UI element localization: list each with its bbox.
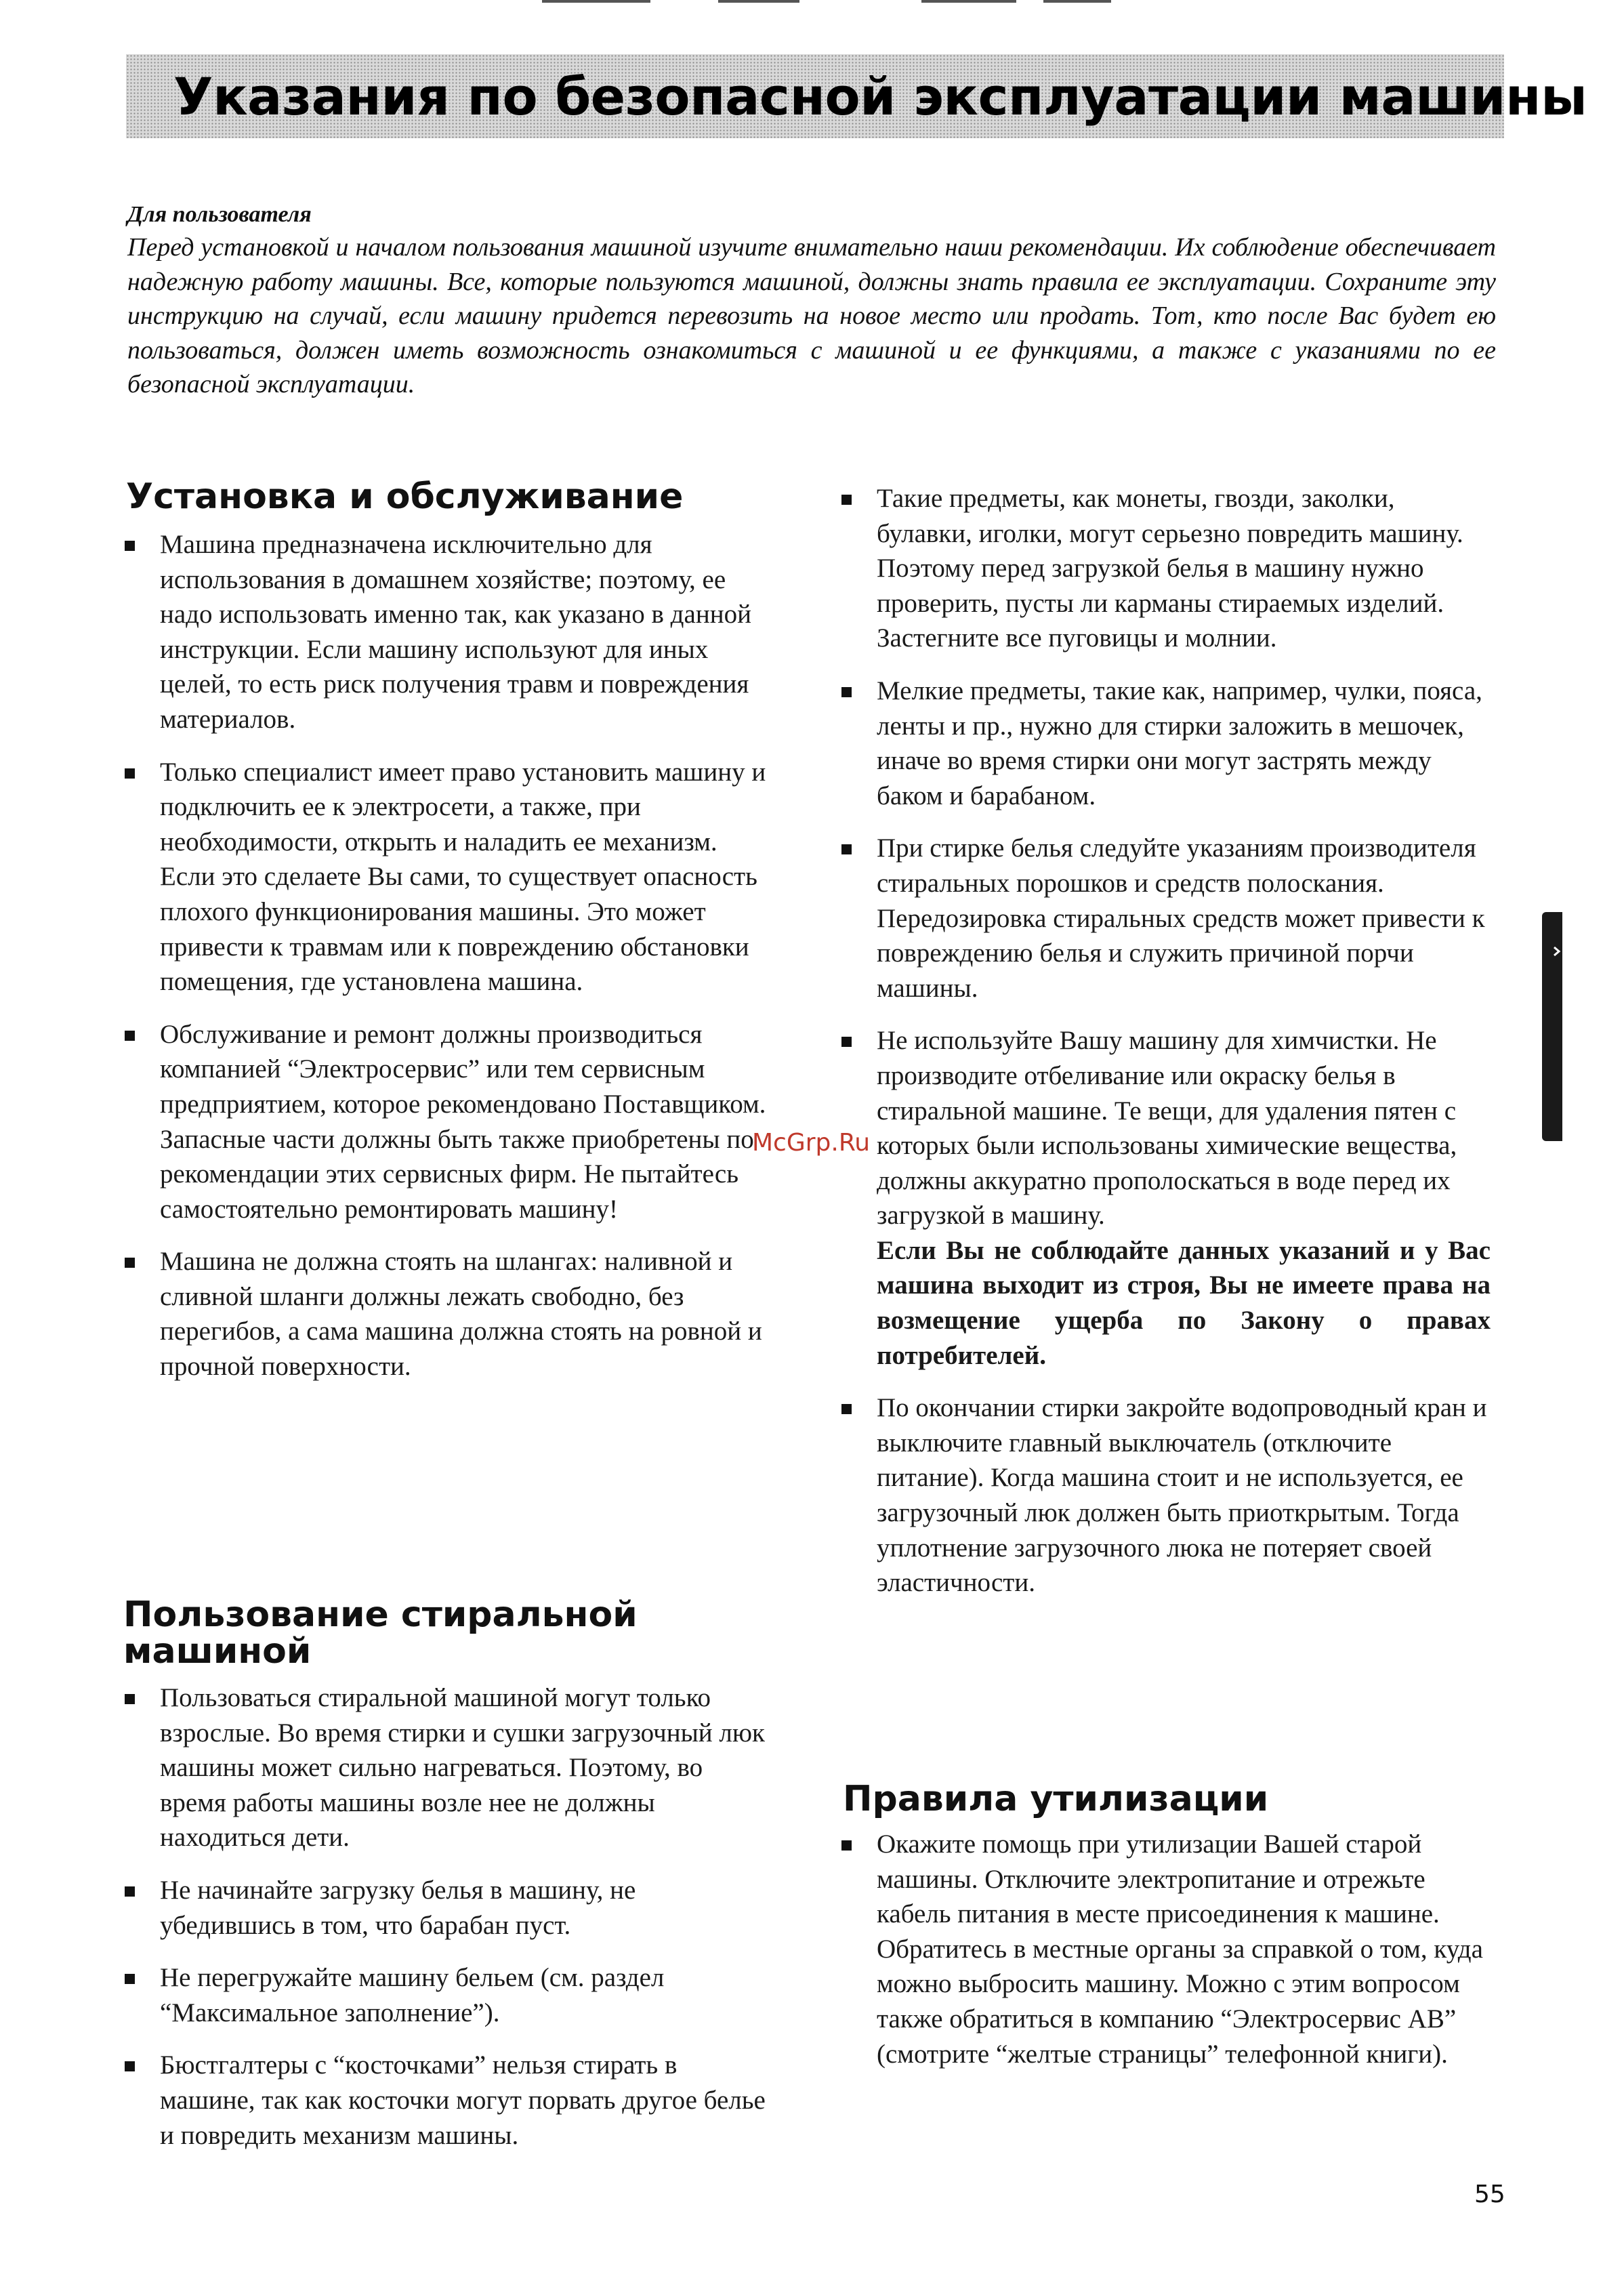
bullet-square-icon bbox=[841, 495, 852, 505]
list-item: Такие предметы, как монеты, гвозди, заколки, булавки, иголки, могут серьезно повредить машину. Поэтому перед загрузкой белья в машину нужно проверить, пусты ли карманы стираемых изделий. Застегните все пуговицы и молнии. bbox=[840, 481, 1491, 656]
bullet-square-icon bbox=[125, 1694, 135, 1704]
list-item: Окажите помощь при утилизации Вашей старой машины. Отключите электропитание и отрежьте кабель питания в месте присоединения к машине. Обратитесь в местные органы за справкой о том, куда можно выбросить машину. Можно с этим вопросом также обратиться в компанию “Электросервис АВ” (смотрите “желтые страницы” телефонной книги). bbox=[840, 1827, 1491, 2071]
usage-list-continued bbox=[840, 481, 1491, 1618]
bullet-square-icon bbox=[125, 1974, 135, 1984]
bullet-square-icon bbox=[125, 1886, 135, 1897]
list-item: Только специалист имеет право установить машину и подключить ее к электросети, а также, при необходимости, открыть и наладить ее механизм. Если это сделаете Вы сами, то существует опасность плохого функционирования машины. Это может привести к травмам или к повреждению обстановки помещения, где установлена машина. bbox=[123, 755, 774, 999]
list-item: По окончании стирки закройте водопроводный кран и выключите главный выключатель (отключите питание). Когда машина стоит и не используется, ее загрузочный люк должен быть приоткрытым. Тогда уплотнение загрузочного люка не потеряет своей эластичности. bbox=[840, 1390, 1491, 1600]
list-item: Не начинайте загрузку белья в машину, не убедившись в том, что барабан пуст. bbox=[123, 1873, 774, 1943]
list-item: При стирке белья следуйте указаниям производителя стиральных порошков и средств полоскания. Передозировка стиральных средств может привести к повреждению белья и служить причиной порчи машины. bbox=[840, 831, 1491, 1006]
bullet-square-icon bbox=[841, 1404, 852, 1414]
disposal-list bbox=[840, 1827, 1491, 2089]
bullet-square-icon bbox=[125, 541, 135, 551]
list-item: Не используйте Вашу машину для химчистки. Не производите отбеливание или окраску белья в стиральной машине. Те вещи, для удаления пятен с которых были использованы химические вещества, должны аккуратно прополоскаться в воде перед их загрузкой в машину. Если Вы не соблюдайте данных указаний и у Вас машина выходит из строя, Вы не имеете права на возмещение ущерба по Закону о правах потребителей. bbox=[840, 1023, 1491, 1373]
list-item: Мелкие предметы, такие как, например, чулки, пояса, ленты и пр., нужно для стирки заложить в мешочек, иначе во время стирки они могут застрять между баком и барабаном. bbox=[840, 674, 1491, 813]
intro-block bbox=[127, 202, 1496, 402]
bullet-square-icon bbox=[841, 687, 852, 697]
chevron-right-icon bbox=[1552, 946, 1562, 957]
bullet-square-icon bbox=[841, 1840, 852, 1851]
intro-text: Перед установкой и началом пользования машиной изучите внимательно наши рекомендации. Их соблюдение обеспечивает надежную работу машины. Все, которые пользуются машиной, должны знать правила ее эксплуатации. Сохраните эту инструкцию на случай, если машину придется перевозить на новое место или продать. Тот, кто после Вас будет ею пользоваться, должен иметь возможность ознакомиться с машиной и ее функциями, а также с указаниями по ее безопасной эксплуатации. bbox=[127, 233, 1496, 398]
bullet-square-icon bbox=[125, 1031, 135, 1041]
page-title: Указания по безопасной эксплуатации машины bbox=[173, 66, 1587, 127]
installation-list bbox=[123, 527, 774, 1402]
warning-text: Если Вы не соблюдайте данных указаний и у Вас машина выходит из строя, Вы не имеете права на возмещение ущерба по Закону о правах потребителей. bbox=[877, 1235, 1491, 1370]
bullet-square-icon bbox=[841, 1037, 852, 1047]
list-item: Не перегружайте машину бельем (см. раздел “Максимальное заполнение”). bbox=[123, 1960, 774, 2030]
bullet-square-icon bbox=[125, 2061, 135, 2071]
scan-top-marks bbox=[0, 0, 1624, 9]
section-title-disposal: Правила утилизации bbox=[843, 1779, 1269, 1819]
bullet-square-icon bbox=[125, 768, 135, 779]
list-item: Пользоваться стиральной машиной могут только взрослые. Во время стирки и сушки загрузочный люк машины может сильно нагреваться. Поэтому, во время работы машины возле нее не должны находиться дети. bbox=[123, 1680, 774, 1855]
usage-list bbox=[123, 1680, 774, 2170]
list-item: Машина не должна стоять на шлангах: наливной и сливной шланги должны лежать свободно, без перегибов, а сама машина должна стоять на ровной и прочной поверхности. bbox=[123, 1244, 774, 1384]
watermark-text: McGrp.Ru bbox=[752, 1129, 871, 1157]
page-number: 55 bbox=[1474, 2181, 1505, 2208]
bullet-square-icon bbox=[125, 1258, 135, 1268]
intro-heading: Для пользователя bbox=[127, 202, 312, 227]
section-title-usage: Пользование стиральной машиной bbox=[123, 1594, 638, 1672]
list-item: Бюстгалтеры с “косточками” нельзя стирать в машине, так как косточки могут порвать другое белье и повредить механизм машины. bbox=[123, 2048, 774, 2153]
list-item: Обслуживание и ремонт должны производиться компанией “Электросервис” или тем сервисным предприятием, которое рекомендовано Поставщиком. Запасные части должны быть также приобретены по рекомендации этих сервисных фирм. Не пытайтесь самостоятельно ремонтировать машину! bbox=[123, 1017, 774, 1227]
list-item: Машина предназначена исключительно для использования в домашнем хозяйстве; поэтому, ее надо использовать именно так, как указано в данной инструкции. Если машину используют для иных целей, то есть риск получения травм и повреждения материалов. bbox=[123, 527, 774, 737]
page-title-banner bbox=[126, 54, 1587, 138]
section-title-installation: Установка и обслуживание bbox=[126, 476, 684, 517]
bullet-square-icon bbox=[841, 844, 852, 854]
